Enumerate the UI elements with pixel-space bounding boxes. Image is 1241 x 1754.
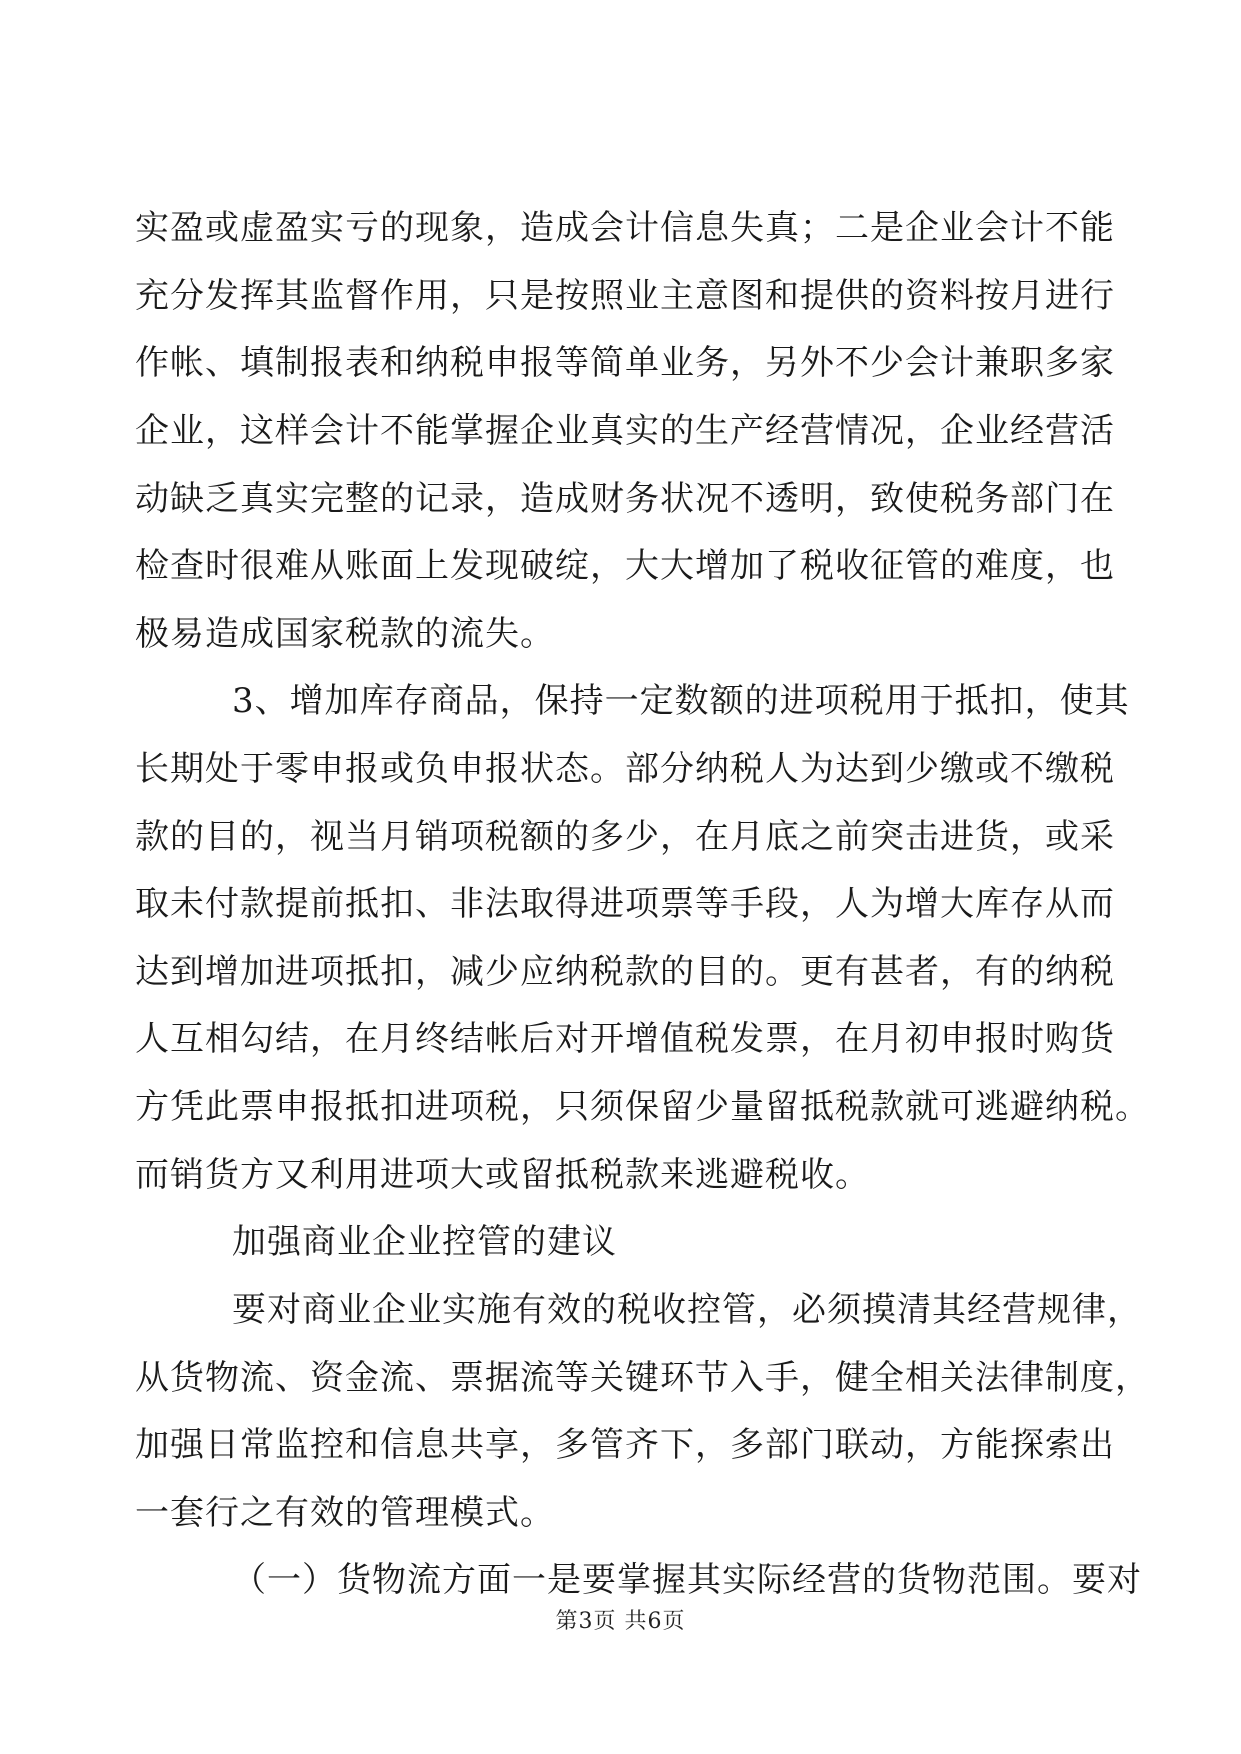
text-line: 达到增加进项抵扣，减少应纳税款的目的。更有甚者，有的纳税 — [135, 952, 1115, 992]
paragraph-start-line: 要对商业企业实施有效的税收控管，必须摸清其经营规律， — [232, 1290, 1142, 1330]
text-line: 取未付款提前抵扣、非法取得进项票等手段，人为增大库存从而 — [135, 884, 1115, 924]
paragraph-start-line: （一）货物流方面一是要掌握其实际经营的货物范围。要对 — [232, 1560, 1142, 1600]
text-line: 充分发挥其监督作用，只是按照业主意图和提供的资料按月进行 — [135, 276, 1115, 316]
text-line: 长期处于零申报或负申报状态。部分纳税人为达到少缴或不缴税 — [135, 749, 1115, 789]
page-number-footer: 第3页 共6页 — [555, 1609, 686, 1634]
text-line: 加强日常监控和信息共享，多管齐下，多部门联动，方能探索出 — [135, 1425, 1115, 1465]
text-line: 人互相勾结，在月终结帐后对开增值税发票，在月初申报时购货 — [135, 1019, 1115, 1059]
section-heading: 加强商业企业控管的建议 — [232, 1222, 617, 1262]
text-line: 企业，这样会计不能掌握企业真实的生产经营情况，企业经营活 — [135, 411, 1115, 451]
text-line: 款的目的，视当月销项税额的多少，在月底之前突击进货，或采 — [135, 817, 1115, 857]
text-line: 从货物流、资金流、票据流等关键环节入手，健全相关法律制度， — [135, 1358, 1150, 1398]
text-line: 一套行之有效的管理模式。 — [135, 1493, 555, 1533]
text-line: 方凭此票申报抵扣进项税，只须保留少量留抵税款就可逃避纳税。 — [135, 1087, 1150, 1127]
paragraph-start-line: 3、增加库存商品，保持一定数额的进项税用于抵扣，使其 — [232, 681, 1130, 721]
text-line: 作帐、填制报表和纳税申报等简单业务，另外不少会计兼职多家 — [135, 343, 1115, 383]
text-line: 检查时很难从账面上发现破绽，大大增加了税收征管的难度，也 — [135, 546, 1115, 586]
text-line: 动缺乏真实完整的记录，造成财务状况不透明，致使税务部门在 — [135, 479, 1115, 519]
text-line: 实盈或虚盈实亏的现象，造成会计信息失真；二是企业会计不能 — [135, 208, 1115, 248]
text-line: 而销货方又利用进项大或留抵税款来逃避税收。 — [135, 1155, 870, 1195]
text-line: 极易造成国家税款的流失。 — [135, 614, 555, 654]
